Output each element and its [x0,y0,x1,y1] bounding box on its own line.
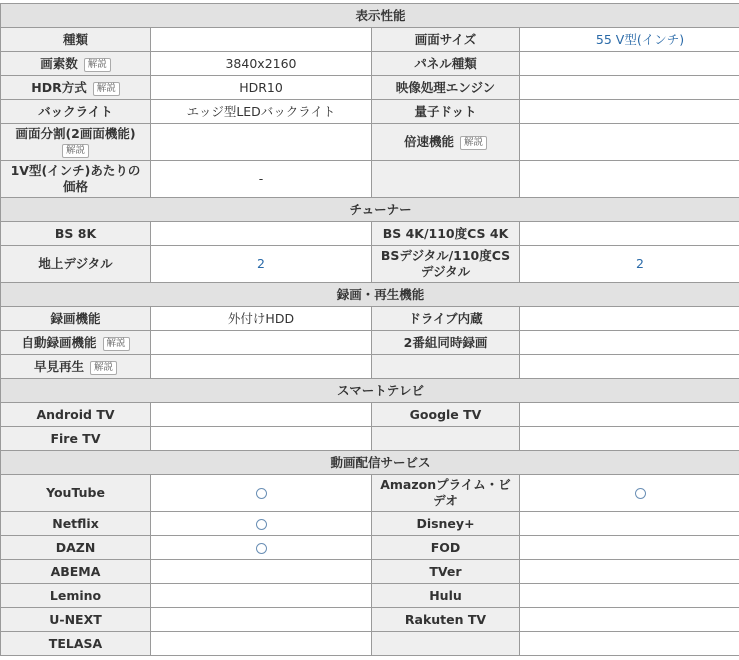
row-label: 2番組同時録画 [372,331,520,355]
section-header-display [1,4,739,28]
row-label [372,355,520,379]
row-label: 量子ドット [372,100,520,124]
row-value [151,584,372,608]
table-row [1,584,739,608]
table-row [1,355,739,379]
explanation-button[interactable]: 解説 [62,144,89,158]
table-row [1,246,739,283]
table-row [1,161,739,198]
row-value [520,427,739,451]
row-value [151,403,372,427]
terrestrial-count-link[interactable]: 2 [151,246,372,283]
row-label: 種類 [1,28,151,52]
row-label: Netflix [1,512,151,536]
row-value: HDR10 [151,76,372,100]
section-header-smart-tv [1,379,739,403]
table-row [1,28,739,52]
row-value [520,632,739,656]
supported-circle-icon [635,488,646,499]
row-label: BS 8K [1,222,151,246]
table-row [1,76,739,100]
row-label: FOD [372,536,520,560]
row-label: Android TV [1,403,151,427]
row-label [1,52,151,76]
row-value: エッジ型LEDバックライト [151,100,372,124]
row-label: 画面サイズ [372,28,520,52]
row-label: DAZN [1,536,151,560]
row-value [151,427,372,451]
section-header-streaming [1,451,739,475]
row-value [151,536,372,560]
row-value [520,52,739,76]
row-value [520,608,739,632]
row-label: BSデジタル/110度CSデジタル [372,246,520,283]
table-row [1,475,739,512]
row-label: Fire TV [1,427,151,451]
row-label: BS 4K/110度CS 4K [372,222,520,246]
row-value [151,124,372,161]
explanation-button[interactable]: 解説 [460,136,487,150]
label-text: 早見再生 [33,358,84,374]
row-value [520,76,739,100]
row-label: YouTube [1,475,151,512]
label-text: 画面分割(2画面機能) [15,126,136,141]
screen-size-link[interactable]: 55 V型(インチ) [520,28,739,52]
table-row [1,100,739,124]
table-row [1,560,739,584]
row-label: Disney+ [372,512,520,536]
row-label: Lemino [1,584,151,608]
section-header-tuner [1,198,739,222]
label-text: 画素数 [40,55,78,71]
row-value [520,560,739,584]
row-value [520,584,739,608]
table-row [1,512,739,536]
row-label [1,124,151,161]
row-value [520,161,739,198]
label-text: 自動録画機能 [21,334,97,350]
explanation-button[interactable]: 解説 [90,361,117,375]
row-value: 3840x2160 [151,52,372,76]
spec-table [0,3,739,656]
supported-circle-icon [256,519,267,530]
row-label: Rakuten TV [372,608,520,632]
row-value [520,222,739,246]
table-row [1,632,739,656]
row-label: バックライト [1,100,151,124]
row-value [151,475,372,512]
row-value [520,403,739,427]
row-value [520,124,739,161]
table-row [1,331,739,355]
row-value [520,331,739,355]
row-value [151,632,372,656]
row-value [520,355,739,379]
supported-circle-icon [256,543,267,554]
supported-circle-icon [256,488,267,499]
label-text: 倍速機能 [403,134,454,149]
section-title: スマートテレビ [1,379,739,403]
section-title: 動画配信サービス [1,451,739,475]
table-row [1,52,739,76]
section-title: チューナー [1,198,739,222]
row-value [520,536,739,560]
row-value [151,222,372,246]
row-label: 1V型(インチ)あたりの価格 [1,161,151,198]
row-value [151,28,372,52]
row-value: 外付けHDD [151,307,372,331]
section-header-recording [1,283,739,307]
table-row [1,608,739,632]
row-label: Hulu [372,584,520,608]
row-label [1,355,151,379]
row-value: - [151,161,372,198]
bs-cs-count-link[interactable]: 2 [520,246,739,283]
row-label: 地上デジタル [1,246,151,283]
row-value [520,512,739,536]
row-label: TELASA [1,632,151,656]
row-label: U-NEXT [1,608,151,632]
row-label: パネル種類 [372,52,520,76]
table-row [1,222,739,246]
row-label [1,76,151,100]
table-row [1,427,739,451]
row-label: ドライブ内蔵 [372,307,520,331]
row-value [151,331,372,355]
row-label: 映像処理エンジン [372,76,520,100]
row-label: ABEMA [1,560,151,584]
row-value [520,307,739,331]
row-value [520,475,739,512]
row-label [372,161,520,198]
row-value [151,608,372,632]
row-value [520,100,739,124]
row-label [372,124,520,161]
row-value [151,560,372,584]
section-title: 表示性能 [1,4,739,28]
section-title: 録画・再生機能 [1,283,739,307]
row-label [372,632,520,656]
row-value [151,512,372,536]
spec-table-container [0,3,739,656]
explanation-button[interactable]: 解説 [103,337,130,351]
table-row [1,124,739,161]
row-label: Google TV [372,403,520,427]
row-label: TVer [372,560,520,584]
explanation-button[interactable]: 解説 [93,82,120,96]
label-text: HDR方式 [31,79,87,95]
explanation-button[interactable]: 解説 [84,58,111,72]
table-row [1,307,739,331]
row-label: Amazonプライム・ビデオ [372,475,520,512]
table-row [1,536,739,560]
row-value [151,355,372,379]
table-row [1,403,739,427]
row-label: 録画機能 [1,307,151,331]
row-label [1,331,151,355]
row-label [372,427,520,451]
